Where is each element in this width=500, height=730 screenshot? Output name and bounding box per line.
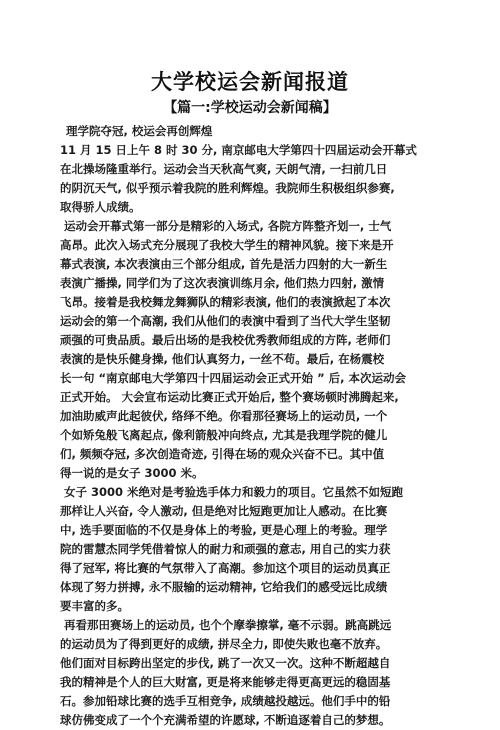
body-line: 体现了努力拼搏, 永不服输的运动精神, 它给我们的感受远比成绩 — [60, 580, 388, 594]
body-line: 顽强的可贵品质。最后出场的是我校优秀教师组成的方阵, 老师们 — [60, 333, 391, 347]
body-line: 球仿佛变成了一个个充满希望的许愿球, 不断追逐着自己的梦想。 — [60, 713, 391, 727]
body-line: 飞昂。接着是我校舞龙舞狮队的精彩表演, 他们的表演掀起了本次 — [60, 295, 391, 309]
document-title: 大学校运会新闻报道 — [151, 70, 349, 94]
body-line: 们, 频频夺冠, 多次创造奇迹, 引得在场的观众兴奋不已。其中值 — [60, 447, 385, 461]
body-line: 得一说的是女子 3000 米。 — [60, 466, 204, 480]
body-line: 运动会开幕式第一部分是精彩的入场式, 各院方阵整齐划一, 士气 — [64, 219, 392, 233]
body-line: 取得骄人成绩。 — [60, 200, 141, 214]
body-line: 个如矫兔般飞离起点, 像利箭般冲向终点, 尤其是我理学院的健儿 — [60, 428, 388, 442]
body-line: 正式开始。 大会宣布运动比赛正式开始后, 整个赛场顿时沸腾起来, — [60, 390, 399, 404]
body-line: 表演的是快乐健身操, 他们认真努力, 一丝不苟。最后, 在杨震校 — [60, 352, 385, 366]
document-subtitle: 【篇一:学校运动会新闻稿】 — [163, 100, 337, 116]
body-line: 的阴沉天气, 似乎预示着我院的胜利辉煌。我院师生积极组织参赛, — [60, 181, 395, 195]
body-line: 那样让人兴奋, 令人激动, 但是绝对比短跑更加让人感动。在比赛 — [60, 504, 388, 518]
body-line: 院的雷慧杰同学凭借着惊人的耐力和顽强的意志, 用自己的实力获 — [60, 542, 391, 556]
body-line: 要丰富的多。 — [60, 599, 129, 613]
body-line: 石。参加铅球比赛的选手互相竞争, 成绩越投越远。他们手中的铅 — [60, 694, 391, 708]
body-line: 表演广播操, 同学们为了这次表演训练月余, 他们热力四射, 激情 — [60, 276, 385, 290]
body-line: 11 月 15 日上午 8 时 30 分, 南京邮电大学第四十四届运动会开幕式 — [60, 143, 417, 157]
body-line: 幕式表演, 本次表演由三个部分组成, 首先是活力四射的大一新生 — [60, 257, 388, 271]
body-line: 他们面对目标跨出坚定的步伐, 跳了一次又一次。这种不断超越自 — [60, 656, 391, 670]
document-body — [60, 122, 450, 730]
body-line: 加油助威声此起彼伏, 络绎不绝。你看那径赛场上的运动员, 一个 — [60, 409, 388, 423]
body-line: 我的精神是个人的巨大财富, 更是将来能够走得更高更远的稳固基 — [60, 675, 391, 689]
body-line: 运动会的第一个高潮, 我们从他们的表演中看到了当代大学生坚韧 — [60, 314, 391, 328]
body-line: 女子 3000 米绝对是考验选手体力和毅力的项目。它虽然不如短跑 — [64, 485, 404, 499]
body-line: 在北操场隆重举行。运动会当天秋高气爽, 天朗气清, 一扫前几日 — [60, 162, 388, 176]
body-line: 再看那田赛场上的运动员, 也个个摩拳擦掌, 毫不示弱。跳高跳远 — [64, 618, 392, 632]
body-line: 得了冠军, 将比赛的气氛带入了高潮。参加这个项目的运动员真正 — [60, 561, 391, 575]
body-line: 中, 选手要面临的不仅是身体上的考验, 更是心理上的考验。理学 — [60, 523, 388, 537]
body-line: 的运动员为了得到更好的成绩, 拼尽全力, 即使失败也毫不放弃。 — [60, 637, 388, 651]
body-line: 长一句 “南京邮电大学第四十四届运动会正式开始 ” 后, 本次运动会 — [60, 371, 406, 385]
body-line: 理学院夺冠, 校运会再创辉煌 — [66, 124, 213, 138]
body-line: 高昂。此次入场式充分展现了我校大学生的精神风貌。接下来是开 — [60, 238, 394, 252]
